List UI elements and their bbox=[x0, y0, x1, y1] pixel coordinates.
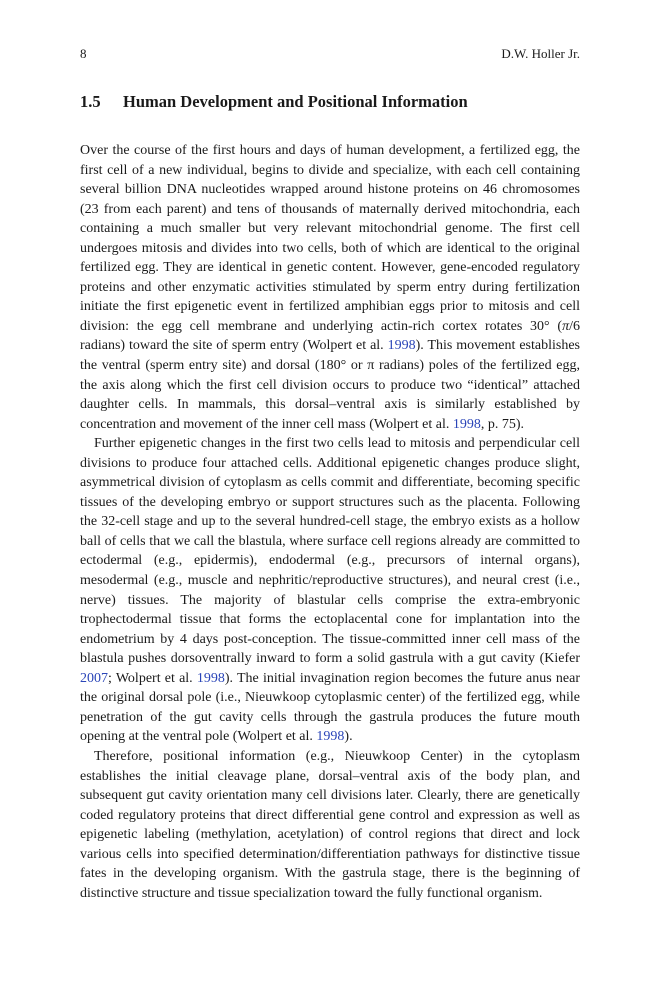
citation-link[interactable]: 1998 bbox=[387, 338, 416, 354]
citation-link[interactable]: 2007 bbox=[80, 670, 108, 686]
section-heading bbox=[80, 92, 580, 112]
running-head bbox=[80, 46, 580, 64]
pi-symbol: π bbox=[562, 318, 570, 334]
paragraph-text: Over the course of the first hours and days of human development, a fertilized egg, the first cell of a new individual, begins to divide and specialize, with each cell containing several billion DNA nucleotides wrapped around histone proteins on 46 chromosomes (23 from each parent) and tens of thousands of maternally derived mitochondria, each containing a much smaller but very relevant mitochondrial genome. The first cell undergoes mitosis and divides into two cells, both of which are identical to the original fertilized egg. They are identical in genetic content. However, gene-encoded regulatory proteins and other enzymatic activities stimulated by sperm entry during fertilization initiate the first epigenetic event in fertilized amphibian eggs prior to mitosis and cell division: the egg cell membrane and underlying actin-rich cortex rotates 30° ( bbox=[80, 143, 580, 334]
citation-link[interactable]: 1998 bbox=[452, 416, 481, 432]
paragraph-3 bbox=[80, 747, 580, 903]
paragraph-text: ). This movement establishes the ventral (sperm entry site) and dorsal (180° or π radians) poles of the fertilized egg, the axis along which the first cell division occurs to produce two “identical” attached daughter cells. In mammals, this dorsal–ventral axis is similarly established by concentration and movement of the inner cell mass (Wolpert et al. bbox=[80, 338, 580, 432]
paragraph-text: ). The initial invagination region becomes the future anus near the original dorsal pole (i.e., Nieuwkoop cytoplasmic center) of the fertilized egg, while penetration of the gut cavity cells through the gastrula produces the future mouth opening at the ventral pole (Wolpert et al. bbox=[80, 670, 581, 745]
paragraph-text: /6 radians) toward the site of sperm entry (Wolpert et al. bbox=[80, 318, 580, 354]
section-number: 1.5 bbox=[80, 92, 101, 111]
paragraph-text: ; Wolpert et al. bbox=[108, 670, 197, 686]
paragraph-text: Therefore, positional information (e.g., Nieuwkoop Center) in the cytoplasm establishes the initial cleavage plane, dorsal–ventral axis of the body plan, and subsequent gut cavity orientation many cell divisions later. Clearly, there are genetically coded regulatory proteins that direct differential gene control and expression as well as epigenetic labeling (methylation, acetylation) of control regions that direct and lock various cells into specified determination/differentiation pathways for distinctive tissue fates in the developing organism. With the gastrula stage, there is the beginning of distinctive structure and tissue specialization toward the fully functional organism. bbox=[80, 748, 580, 901]
body-text bbox=[80, 141, 580, 903]
citation-link[interactable]: 1998 bbox=[316, 729, 345, 745]
paragraph-text: Further epigenetic changes in the first two cells lead to mitosis and perpendicular cell divisions to produce four attached cells. Additional epigenetic changes produce slight, asymmetrical division of cytoplasm as cells commit and differentiate, becoming specific tissues of the developing embryo or support structures such as the placenta. Following the 32-cell stage and up to the several hundred-cell stage, the embryo exists as a hollow ball of cells that we call the blastula, where surface cell regions already are committed to ectodermal (e.g., epidermis), endodermal (e.g., precursors of internal organs), mesodermal (e.g., muscle and nephritic/reproductive structures), and neural crest (i.e., nerve) tissues. The majority of blastular cells comprise the extra-embryonic trophectodermal tissue that forms the ectoplacental cone for implantation into the endometrium by 4 days post-conception. The tissue-committed inner cell mass of the blastula pushes dorsoventrally inward to form a solid gastrula with a gut cavity (Kiefer bbox=[80, 436, 580, 667]
citation-link[interactable]: 1998 bbox=[196, 670, 225, 686]
page-number: 8 bbox=[80, 46, 87, 61]
paragraph-1 bbox=[80, 141, 580, 434]
paragraph-text: , p. 75). bbox=[480, 416, 525, 432]
running-author: D.W. Holler Jr. bbox=[501, 46, 580, 61]
section-title: Human Development and Positional Information bbox=[123, 92, 468, 111]
paragraph-text: ). bbox=[344, 729, 353, 745]
paragraph-2 bbox=[80, 434, 580, 747]
